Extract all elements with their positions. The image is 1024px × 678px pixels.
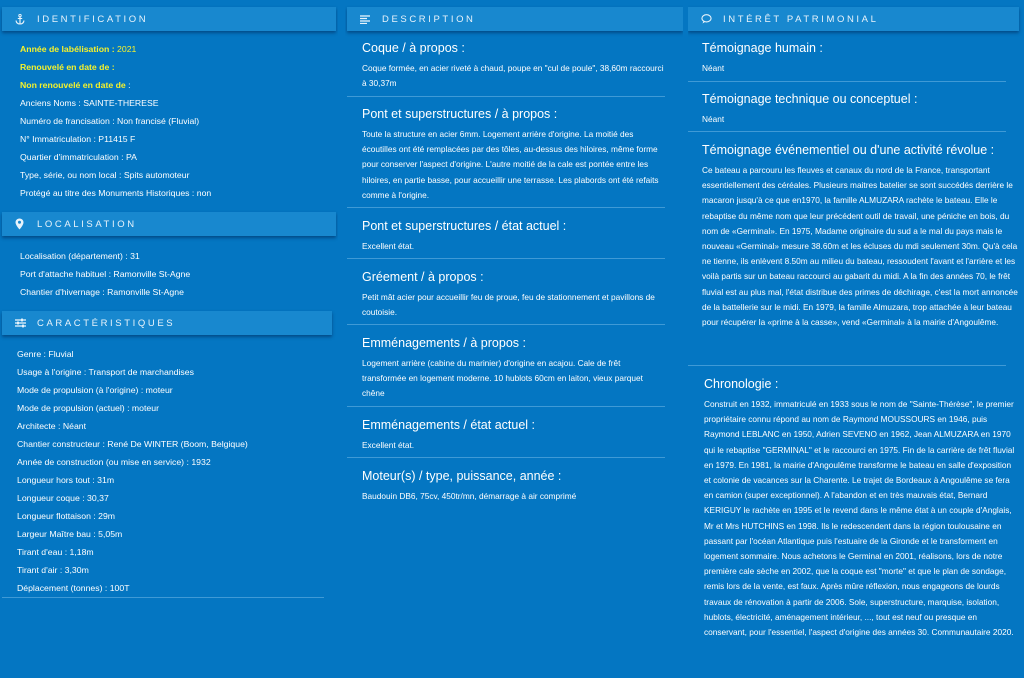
field-row: Mode de propulsion (à l'origine) : moteur: [17, 385, 173, 395]
field-row: Déplacement (tonnes) : 100T: [17, 583, 130, 593]
section-title: Témoignage humain :: [702, 41, 823, 55]
field-row: Longueur flottaison : 29m: [17, 511, 116, 521]
section-greement: [345, 269, 683, 320]
left-column: [0, 0, 338, 678]
divider: [2, 597, 324, 598]
divider: [688, 131, 1006, 132]
section-pont-propos: [345, 106, 683, 203]
section-text: Toute la structure en acier 6mm. Logement arrière d'origine. La moitié des écoutilles ont été remplacées par des tôles, au-dessus des hiloires, même forme pour conserver l'aspect d'origine. L'autre moitié de la cale est pontée entre les hiloires, en partie basse, pour accueillir une terrasse. Les plabords ont été refaits comme à l'origine.: [362, 129, 659, 200]
section-text: Logement arrière (cabine du marinier) d'origine en acajou. Cale de frêt transformée en logement moderne. 10 hublots 60cm en laiton, vieux parquet chêne: [362, 358, 643, 399]
section-text: Petit mât acier pour accueillir feu de proue, feu de stationnement et pavillons de coutoisie.: [362, 292, 655, 318]
field-row: N° Immatriculation : P11415 F: [20, 134, 136, 144]
non-renouvele: [20, 76, 211, 94]
field-row: Tirant d'eau : 1,18m: [17, 547, 94, 557]
field-row: Usage à l'origine : Transport de marchandises: [17, 367, 194, 377]
divider: [347, 96, 665, 97]
field-row: Localisation (département) : 31: [20, 251, 140, 261]
localisation-header: [2, 212, 336, 236]
field-row: Genre : Fluvial: [17, 349, 74, 359]
divider: [347, 324, 665, 325]
section-text: Néant: [702, 114, 725, 124]
field-row: Port d'attache habituel : Ramonville St-Agne: [20, 269, 191, 279]
annee-label: Année de labélisation :: [20, 44, 118, 54]
non-renouvele-label: Non renouvelé en date de: [20, 80, 126, 90]
caracteristiques-header: [2, 311, 332, 335]
section-title: Pont et superstructures / à propos :: [362, 107, 558, 121]
section-text: Néant: [702, 63, 725, 73]
section-title: Pont et superstructures / état actuel :: [362, 219, 567, 233]
field-row: Largeur Maître bau : 5,05m: [17, 529, 123, 539]
section-temoignage-technique: [688, 91, 1024, 127]
localisation-title: LOCALISATION: [37, 218, 137, 230]
field-row: Longueur coque : 30,37: [17, 493, 109, 503]
section-text: Baudouin DB6, 75cv, 450tr/mn, démarrage à air comprimé: [362, 491, 577, 501]
localisation-fields: [20, 247, 190, 301]
middle-column: [345, 0, 683, 678]
section-title: Emménagements / à propos :: [362, 336, 526, 350]
list-icon: [360, 15, 374, 24]
field-row: Protégé au titre des Monuments Historiques : non: [20, 188, 212, 198]
field-row: Anciens Noms : SAINTE-THERESE: [20, 98, 159, 108]
section-temoignage-evenementiel: [688, 142, 1024, 330]
divider: [347, 258, 665, 259]
description-header: [347, 7, 683, 31]
field-row: Architecte : Néant: [17, 421, 87, 431]
interet-title: INTÉRÊT PATRIMONIAL: [723, 13, 879, 25]
divider: [347, 406, 665, 407]
renouvele-label: Renouvelé en date de :: [20, 62, 115, 72]
section-title: Témoignage technique ou conceptuel :: [702, 92, 918, 106]
identification-header: [2, 7, 336, 31]
map-marker-icon: [15, 218, 29, 230]
field-row: Type, série, ou nom local : Spits automoteur: [20, 170, 190, 180]
section-moteur: [345, 468, 683, 504]
identification-title: IDENTIFICATION: [37, 13, 149, 25]
field-row: Quartier d'immatriculation : PA: [20, 152, 137, 162]
divider: [688, 81, 1006, 82]
field-row: Année de construction (ou mise en service) : 1932: [17, 457, 211, 467]
divider: [347, 207, 665, 208]
annee-labelisation: [20, 40, 211, 58]
right-column: [688, 0, 1024, 678]
section-pont-etat: [345, 218, 683, 254]
divider: [688, 365, 1006, 366]
annee-value: 2021: [117, 44, 137, 54]
section-coque: [345, 40, 683, 91]
section-text: Ce bateau a parcouru les fleuves et canaux du nord de la France, transportant essentiellement des céréales. Plusieurs maitres batelier se sont succédés derrière le macaron jusqu'à ce que en1970, la famille ALMUZARA rachète le bateau. Elle le rebaptise du même nom que leur précédent outil de travail, une péniche en bois, du nom de «Germinal». En 1975, Madame originaire du sud a le mal du pays mais le nouveau «Germinal» mesure 38.60m et les écluses du mdi seulement 30m. Qu'à cela ne tienne, ils enlèvent 8.50m au milieu du bateau, ressoudent l'avant et l'arrière et les voilà partis sur un bateau raccourci au gabarit du midi. A la fin des années 70, le frêt fluvial est au plus mal, l'état distribue des primes de déchirage, c'est la mort annoncée de la battellerie sur le midi. En 1979, la famille Almuzara, trop attachée à leur bateau pour récupérer la «prime à la casse», vend «Germinal» à la mairie d'Angoulême.: [702, 165, 1018, 328]
field-row: Chantier d'hivernage : Ramonville St-Agne: [20, 287, 184, 297]
comment-icon: [701, 14, 715, 24]
section-text: Excellent état.: [362, 440, 415, 450]
section-title: Coque / à propos :: [362, 41, 465, 55]
section-title: Moteur(s) / type, puissance, année :: [362, 469, 562, 483]
identification-fields: [20, 40, 211, 202]
section-text: Construit en 1932, immatriculé en 1933 sous le nom de "Sainte-Thérèse", le premier propriétaire connu répond au nom de Raymond MOUSSOURS en 1946, puis Raymond LEBLANC en 1950, Adrien SEVENO en 1962, Jean ALMUZARA en 1970 qui le rebaptise "GERMINAL" et le raccourci en 1975. Fin de la carrière de frêt fluvial en 1979. En 1981, la mairie d'Angoulême transforme le bateau en salle d'exposition et colonie de vacances sur la Charente. Le trajet de Bordeaux à Angoulême se fera en camion (super exceptionnel). A l'abandon et en très mauvais état, Bernard KERIGUY le rachète en 1995 et le revend dans le même état à un couple d'Anglais, Mr et Mrs HUTCHINS en 1998. Ils le redescendent dans la région toulousaine en passant par l'océan Atlantique puis l'estuaire de la Gironde et le transforment en logement sommaire. Nous achetons le Germinal en 2001, réalisons, lors de notre première cale sèche en 2002, que la coque est "morte" et que le plan de sondage, remis lors de la vente, est faux. Après mûre réflexion, nous engageons de lourds travaux de rénovation à partir de 2006. Sole, superstructure, marquise, isolation, hublots, électricité, aménagement intérieur, ..., tout est neuf ou presque en conservant, pour l'essentiel, l'aspect d'origine des années 30. Communautaire 2020.: [704, 399, 1015, 638]
field-row: Numéro de francisation : Non francisé (Fluvial): [20, 116, 200, 126]
sliders-icon: [15, 318, 29, 328]
section-title: Chronologie :: [704, 377, 779, 391]
interet-header: [688, 7, 1019, 31]
description-title: DESCRIPTION: [382, 13, 476, 25]
section-chronologie: [688, 376, 1024, 640]
caracteristiques-fields: [17, 345, 248, 597]
section-title: Emménagements / état actuel :: [362, 418, 536, 432]
section-emmenagements-etat: [345, 417, 683, 453]
section-emmenagements-propos: [345, 335, 683, 402]
field-row: Tirant d'air : 3,30m: [17, 565, 89, 575]
field-row: Longueur hors tout : 31m: [17, 475, 115, 485]
caracteristiques-title: CARACTÉRISTIQUES: [37, 317, 176, 329]
section-title: Témoignage événementiel ou d'une activité révolue :: [702, 143, 995, 157]
field-row: Chantier constructeur : René De WINTER (Boom, Belgique): [17, 439, 248, 449]
anchor-icon: [15, 14, 29, 25]
divider: [347, 457, 665, 458]
non-renouvele-suffix: :: [125, 80, 131, 90]
section-temoignage-humain: [688, 40, 1024, 76]
section-text: Coque formée, en acier riveté à chaud, poupe en "cul de poule", 38,60m raccourci à 30,37m: [362, 63, 664, 89]
field-row: Mode de propulsion (actuel) : moteur: [17, 403, 159, 413]
section-title: Gréement / à propos :: [362, 270, 484, 284]
section-text: Excellent état.: [362, 241, 415, 251]
